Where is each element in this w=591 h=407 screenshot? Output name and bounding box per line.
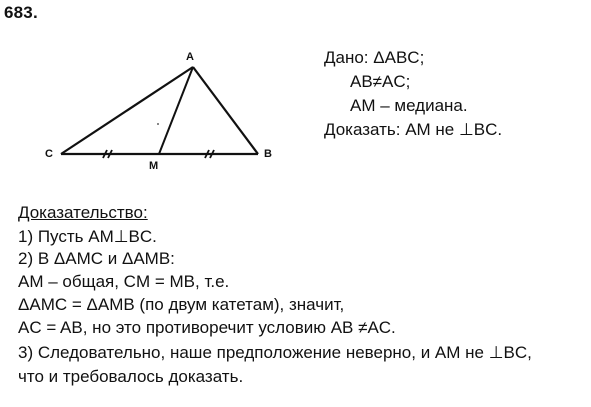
proof-line-1: 1) Пусть AM⊥BC. [18,227,157,246]
given-line-1: Дано: ΔABC; [324,48,425,67]
proof-line-5: AC = AB, но это противоречит условию AB ≠AC. [18,318,396,337]
proof-line-3: AM – общая, CM = MB, т.е. [18,272,230,291]
given-line-2: AB≠AC; [350,72,411,91]
proof-heading: Доказательство: [18,203,148,222]
proof-line-6: 3) Следовательно, наше предположение неверно, и AM не ⊥BC, [18,343,532,362]
vertex-label-c: C [45,148,53,160]
prove-statement: Доказать: AM не ⊥BC. [324,120,503,139]
side-ab [193,67,258,154]
proof-line-4: ΔAMC = ΔAMB (по двум катетам), значит, [18,295,345,314]
vertex-label-b: B [264,148,272,160]
median-am [159,67,193,154]
triangle-figure [0,0,300,190]
problem-number: 683. [4,3,38,22]
proof-line-2: 2) В ΔAMC и ΔAMB: [18,249,175,268]
vertex-label-m: M [149,160,159,172]
proof-line-7: что и требовалось доказать. [18,367,244,386]
vertex-label-a: A [186,51,194,63]
side-ca [61,67,193,154]
given-line-3: AM – медиана. [350,96,468,115]
stray-dot [157,123,159,125]
